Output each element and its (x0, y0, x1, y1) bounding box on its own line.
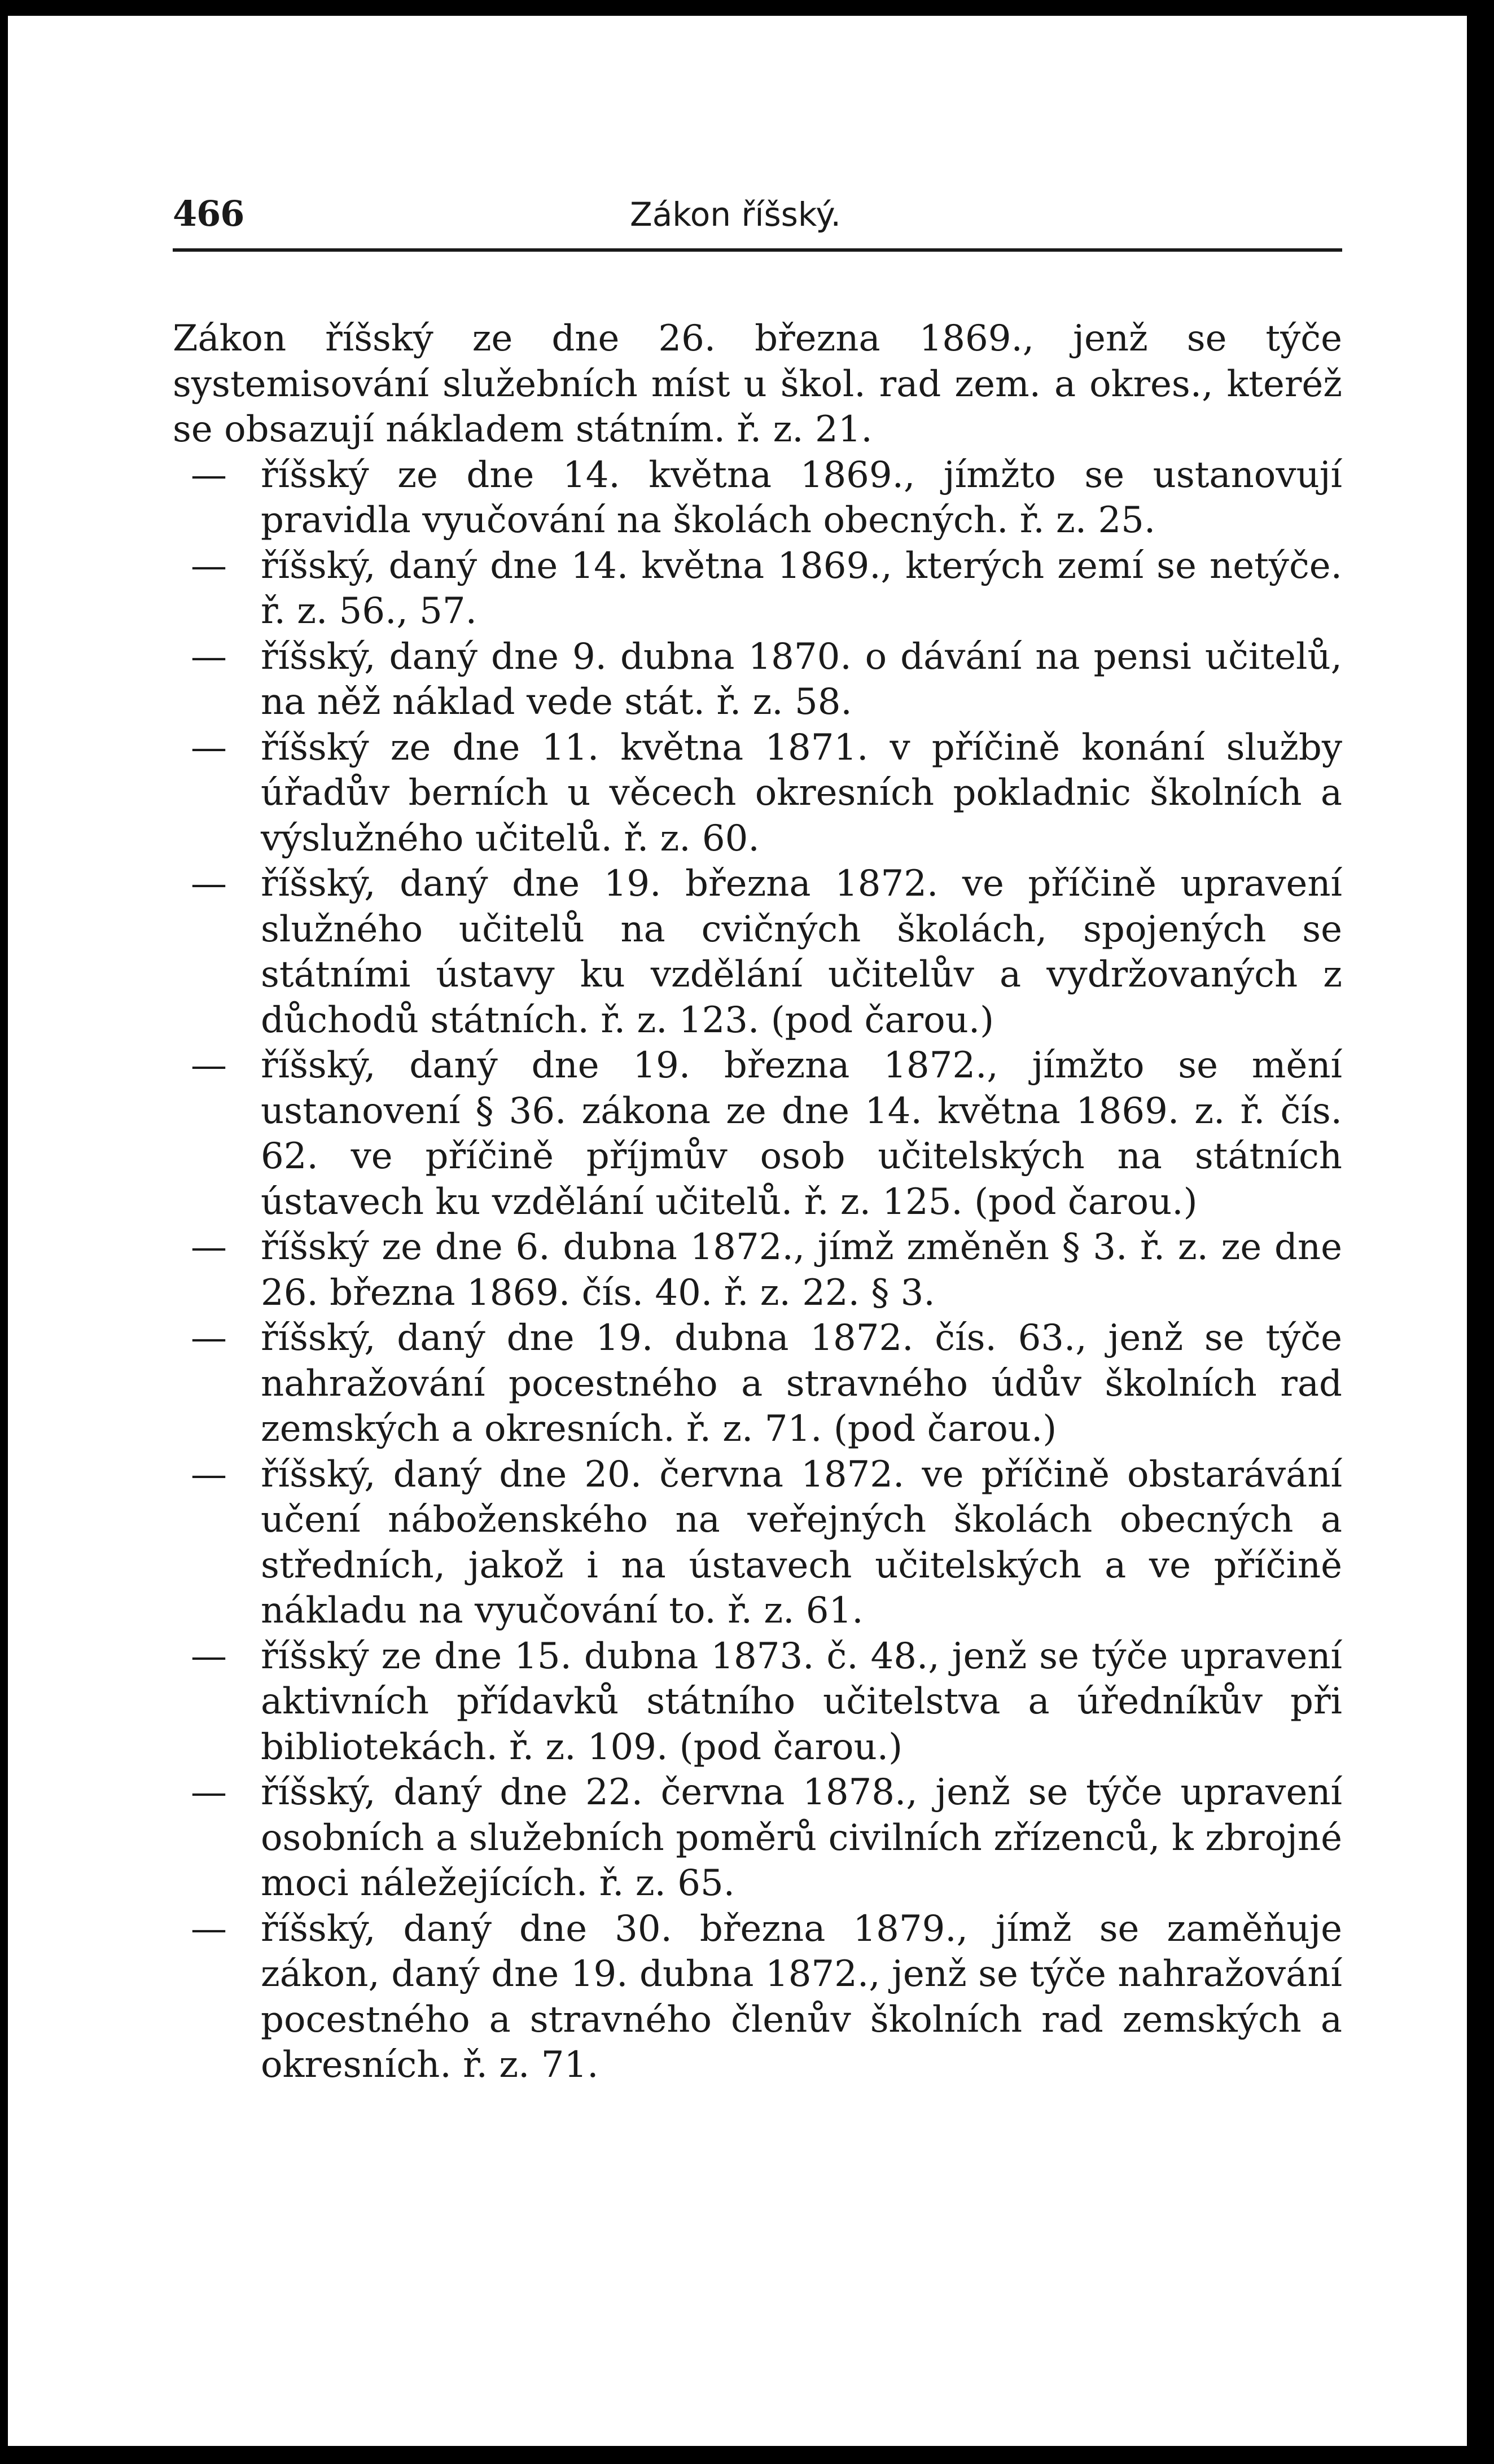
dash-marker: — (191, 1772, 227, 1813)
entry-text: říšský ze dne 14. května 1869., jímžto se ustanovují pravidla vyučování na školách obecných. ř. z. 25. (261, 454, 1342, 541)
entry-text: říšský ze dne 26. března 1869., jenž se týče systemisování služebních míst u škol. rad zem. a okres., kteréž se obsazují nákladem státním. ř. z. 21. (173, 318, 1343, 450)
dash-marker: — (191, 863, 227, 905)
entry-text: říšský ze dne 11. května 1871. v příčině konání služby úřadův berních u věcech okresních pokladnic školních a výslužného učitelů. ř. z. 60. (261, 726, 1342, 860)
entry-text: říšský, daný dne 19. března 1872., jímžto se mění ustanovení § 36. zákona ze dne 14. května 1869. z. ř. čís. 62. ve příčině příjmův osob učitelských na státních ústavech ku vzdělání učitelů. ř. z. 125. (pod čarou.) (261, 1045, 1342, 1223)
page-header (173, 187, 1342, 244)
entry-text: říšský, daný dne 14. května 1869., kterých zemí se netýče. ř. z. 56., 57. (261, 545, 1342, 632)
entry-text: říšský ze dne 6. dubna 1872., jímž změněn § 3. ř. z. ze dne 26. března 1869. čís. 40. ř. z. 22. § 3. (261, 1226, 1342, 1314)
law-entries-list (173, 316, 1342, 2088)
dash-marker: — (191, 1453, 227, 1496)
entry-lead: Zákon (173, 318, 326, 359)
dash-marker: — (191, 1226, 227, 1268)
dash-marker: — (191, 1317, 227, 1359)
dash-marker: — (191, 454, 227, 496)
entry-text: říšský, daný dne 19. dubna 1872. čís. 63., jenž se týče nahražování pocestného a stravného údův školních rad zemských a okresních. ř. z. 71. (pod čarou.) (261, 1317, 1342, 1450)
entry-text: říšský, daný dne 22. června 1878., jenž se týče upravení osobních a služebních poměrů civilních zřízenců, k zbrojné moci náležejících. ř. z. 65. (261, 1772, 1342, 1904)
law-entry (173, 1225, 1342, 1316)
entry-text: říšský ze dne 15. dubna 1873. č. 48., jenž se týče upravení aktivních přídavků státního učitelstva a úředníkův při bibliotekách. ř. z. 109. (pod čarou.) (261, 1635, 1342, 1768)
law-entry (173, 1906, 1342, 2088)
page-number: 466 (173, 193, 244, 234)
law-entry (173, 1452, 1342, 1634)
law-entry (173, 1634, 1342, 1770)
law-entry (173, 1770, 1342, 1906)
law-entry (173, 634, 1342, 725)
dash-marker: — (191, 726, 227, 769)
law-entry (173, 1316, 1342, 1452)
entry-text: říšský, daný dne 20. června 1872. ve příčině obstarávání učení náboženského na veřejných školách obecných a středních, jakož i na ústavech učitelských a ve příčině nákladu na vyučování to. ř. z. 61. (261, 1453, 1342, 1632)
dash-marker: — (191, 1635, 227, 1677)
law-entry (173, 316, 1342, 453)
law-entry (173, 861, 1342, 1043)
law-entry (173, 543, 1342, 634)
dash-marker: — (191, 545, 227, 587)
law-entry (173, 1043, 1342, 1225)
entry-text: říšský, daný dne 19. března 1872. ve příčině upravení služného učitelů na cvičných školách, spojených se státními ústavy ku vzdělání učitelův a vydržovaných z důchodů státních. ř. z. 123. (pod čarou.) (261, 863, 1342, 1041)
law-entry (173, 453, 1342, 543)
law-entry (173, 725, 1342, 862)
dash-marker: — (191, 1908, 227, 1950)
entry-text: říšský, daný dne 30. března 1879., jímž se zaměňuje zákon, daný dne 19. dubna 1872., jenž se týče nahražování pocestného a stravného členův školních rad zemských a okresních. ř. z. 71. (261, 1908, 1342, 2086)
dash-marker: — (191, 635, 227, 678)
entry-text: říšský, daný dne 9. dubna 1870. o dávání na pensi učitelů, na něž náklad vede stát. ř. z. 58. (261, 635, 1342, 723)
header-rule (173, 248, 1342, 252)
dash-marker: — (191, 1045, 227, 1086)
running-title: Zákon říšský. (630, 195, 841, 234)
